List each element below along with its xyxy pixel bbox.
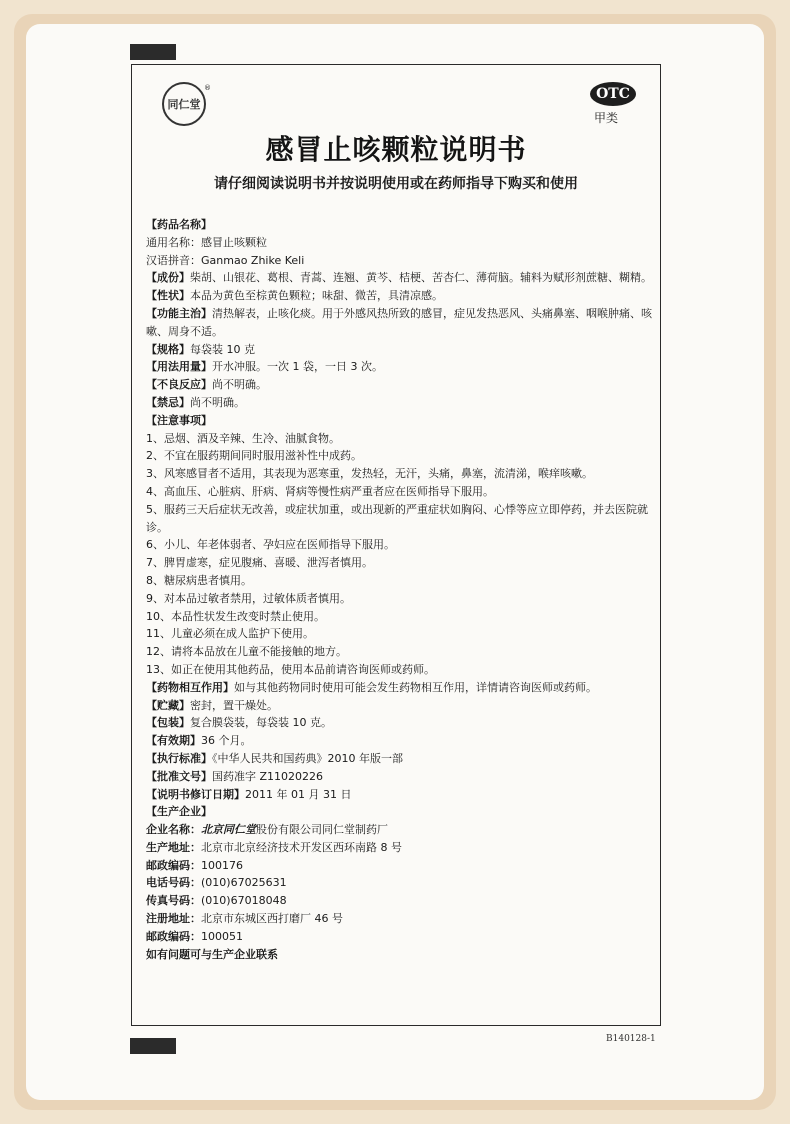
precaution-item: 1、忌烟、酒及辛辣、生冷、油腻食物。 — [146, 431, 340, 445]
precaution-item: 3、风寒感冒者不适用，其表现为恶寒重，发热轻，无汗，头痛，鼻塞，流清涕，喉痒咳嗽。 — [146, 467, 593, 481]
logo-text: 同仁堂 — [167, 98, 201, 111]
corner-mark-top — [130, 44, 176, 60]
approval-row: 【批准文号】国药准字 Z11020226 — [146, 769, 324, 783]
precaution-item: 5、服药三天后症状无改善，或症状加重，或出现新的严重症状如胸闷、心悸等应立即停药，并去医院就诊。 — [146, 502, 648, 534]
manufacturer-heading: 【生产企业】 — [146, 805, 212, 819]
company-row: 企业名称：北京同仁堂股份有限公司同仁堂制药厂 — [146, 823, 388, 837]
precaution-item: 9、对本品过敏者禁用，过敏体质者慎用。 — [146, 591, 351, 605]
otc-class: 甲类 — [594, 111, 619, 125]
storage-row: 【贮藏】密封，置干燥处。 — [146, 698, 278, 712]
interactions-row: 【药物相互作用】如与其他药物同时使用可能会发生药物相互作用，详情请咨询医师或药师。 — [146, 680, 597, 694]
contraindications-row: 【禁忌】尚不明确。 — [146, 395, 245, 409]
contact-note: 如有问题可与生产企业联系 — [146, 947, 278, 961]
precaution-item: 2、不宜在服药期间同时服用滋补性中成药。 — [146, 449, 362, 463]
precaution-item: 7、脾胃虚寒，症见腹痛、喜暖、泄泻者慎用。 — [146, 556, 373, 570]
corner-mark-bottom — [130, 1038, 176, 1054]
phone-row: 电话号码：(010)67025631 — [146, 876, 287, 890]
dosage-row: 【用法用量】开水冲服。一次 1 袋，一日 3 次。 — [146, 360, 383, 374]
tongrentang-logo — [162, 82, 206, 126]
otc-badge — [590, 82, 636, 106]
ingredients-row: 【成份】柴胡、山银花、葛根、青蒿、连翘、黄芩、桔梗、苦杏仁、薄荷脑。辅料为赋形剂蔗糖、糊精。 — [146, 271, 652, 285]
reg-address-row: 注册地址：北京市东城区西打磨厂 46 号 — [146, 912, 343, 926]
precaution-item: 6、小儿、年老体弱者、孕妇应在医师指导下服用。 — [146, 538, 395, 552]
drug-name-heading: 【药品名称】 — [146, 218, 212, 231]
page-subtitle: 请仔细阅读说明书并按说明使用或在药师指导下购买和使用 — [214, 176, 578, 192]
validity-row: 【有效期】36 个月。 — [146, 734, 252, 748]
package-row: 【包装】复合膜袋装，每袋装 10 克。 — [146, 716, 332, 730]
precaution-item: 10、本品性状发生改变时禁止使用。 — [146, 609, 325, 623]
postcode-row: 邮政编码：100176 — [146, 858, 243, 872]
standard-row: 【执行标准】《中华人民共和国药典》2010 年版一部 — [146, 751, 403, 765]
revision-row: 【说明书修订日期】2011 年 01 月 31 日 — [146, 787, 352, 801]
common-name-row: 通用名称：感冒止咳颗粒 — [146, 235, 267, 249]
precaution-item: 12、请将本品放在儿童不能接触的地方。 — [146, 645, 347, 659]
precaution-item: 11、儿童必须在成人监护下使用。 — [146, 627, 314, 641]
precaution-item: 13、如正在使用其他药品，使用本品前请咨询医师或药师。 — [146, 662, 435, 676]
fax-row: 传真号码：(010)67018048 — [146, 894, 287, 908]
leaflet-content — [146, 216, 652, 963]
address-row: 生产地址：北京市北京经济技术开发区西环南路 8 号 — [146, 840, 402, 854]
page-title: 感冒止咳颗粒说明书 — [265, 133, 527, 166]
precaution-item: 8、糖尿病患者慎用。 — [146, 573, 252, 587]
registered-mark-icon: ® — [204, 84, 211, 92]
precaution-item: 4、高血压、心脏病、肝病、肾病等慢性病严重者应在医师指导下服用。 — [146, 484, 494, 498]
adverse-row: 【不良反应】尚不明确。 — [146, 378, 267, 392]
specification-row: 【规格】每袋装 10 克 — [146, 342, 255, 356]
pinyin-row: 汉语拼音：Ganmao Zhike Keli — [146, 253, 305, 267]
precautions-heading: 【注意事项】 — [146, 413, 212, 427]
reg-postcode-row: 邮政编码：100051 — [146, 929, 243, 943]
indications-row: 【功能主治】清热解表，止咳化痰。用于外感风热所致的感冒，症见发热恶风、头痛鼻塞、咽喉肿痛、咳嗽、周身不适。 — [146, 306, 652, 338]
appearance-row: 【性状】本品为黄色至棕黄色颗粒；味甜、微苦，具清凉感。 — [146, 289, 443, 303]
document-code: B140128-1 — [606, 1034, 656, 1044]
otc-label: OTC — [596, 86, 630, 102]
